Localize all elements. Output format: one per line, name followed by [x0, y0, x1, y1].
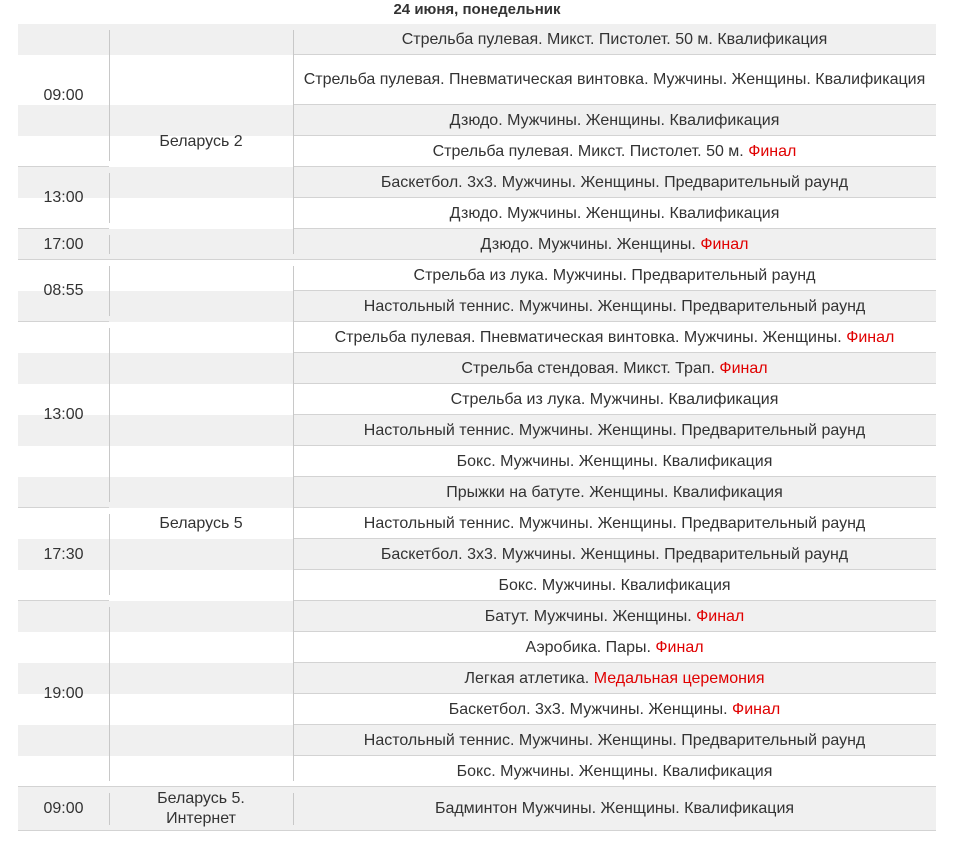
day-title: 24 июня, понедельник: [393, 1, 561, 18]
event-title: Настольный теннис. Мужчины. Женщины. Предварительный раунд: [363, 514, 866, 532]
event-title: Баскетбол. 3х3. Мужчины. Женщины. Предварительный раунд: [380, 545, 849, 563]
event-tag: Финал: [732, 700, 781, 718]
time-cell: [18, 601, 109, 787]
event-title: Дзюдо. Мужчины. Женщины.: [480, 235, 696, 253]
time-cell: [18, 229, 109, 260]
event-cell: [293, 198, 936, 229]
event-title: Дзюдо. Мужчины. Женщины. Квалификация: [449, 111, 780, 129]
event-tag: Финал: [700, 235, 749, 253]
event-title: Бадминтон Мужчины. Женщины. Квалификация: [434, 800, 795, 817]
channel-label: Беларусь 2: [159, 133, 243, 150]
event-title: Баскетбол. 3х3. Мужчины. Женщины.: [448, 700, 728, 718]
channel-label: Беларусь 5: [159, 514, 243, 532]
event-title: Баскетбол. 3х3. Мужчины. Женщины. Предварительный раунд: [380, 173, 849, 191]
event-cell: [293, 570, 936, 601]
channel-cell: [109, 787, 293, 831]
event-cell: [293, 229, 936, 260]
column-divider: [293, 793, 294, 825]
event-title: Стрельба пулевая. Микст. Пистолет. 50 м. Квалификация: [401, 30, 828, 48]
column-divider: [293, 30, 294, 254]
event-cell: [293, 632, 936, 663]
event-tag: Финал: [846, 328, 895, 346]
event-cell: [293, 756, 936, 787]
event-title: Бокс. Мужчины. Квалификация: [498, 576, 731, 594]
event-cell: [293, 24, 936, 55]
event-cell: [293, 322, 936, 353]
event-cell: [293, 291, 936, 322]
event-cell: [293, 167, 936, 198]
time-label: 08:55: [43, 282, 84, 299]
channel-label: Беларусь 5. Интернет: [157, 790, 245, 827]
time-cell: [18, 24, 109, 167]
event-title: Настольный теннис. Мужчины. Женщины. Предварительный раунд: [363, 731, 866, 749]
event-title: Прыжки на батуте. Женщины. Квалификация: [446, 483, 783, 501]
event-cell: [293, 446, 936, 477]
event-cell: [293, 601, 936, 632]
block-divider: [18, 830, 936, 831]
event-title: Бокс. Мужчины. Женщины. Квалификация: [456, 762, 773, 780]
event-title: Стрельба из лука. Мужчины. Предварительный раунд: [413, 266, 816, 284]
event-cell: [293, 663, 936, 694]
event-cell: [293, 508, 936, 539]
event-title: Батут. Мужчины. Женщины.: [484, 607, 692, 625]
time-label: 17:30: [43, 545, 84, 563]
event-cell: [293, 136, 936, 167]
event-title: Дзюдо. Мужчины. Женщины. Квалификация: [449, 204, 780, 222]
event-title: Настольный теннис. Мужчины. Женщины. Предварительный раунд: [363, 297, 866, 315]
schedule-table: [18, 24, 936, 843]
event-title: Бокс. Мужчины. Женщины. Квалификация: [456, 452, 773, 470]
event-tag: Финал: [655, 638, 704, 656]
column-divider: [293, 266, 294, 781]
event-title: Настольный теннис. Мужчины. Женщины. Предварительный раунд: [363, 421, 866, 439]
event-cell: [293, 55, 936, 105]
time-cell: [18, 167, 109, 229]
event-title: Легкая атлетика.: [464, 669, 590, 687]
event-cell: [293, 260, 936, 291]
event-cell: [293, 539, 936, 570]
event-title: Стрельба пулевая. Пневматическая винтовка. Мужчины. Женщины.: [334, 328, 842, 346]
time-cell: [18, 322, 109, 508]
time-cell: [18, 260, 109, 322]
time-label: 19:00: [43, 685, 84, 702]
event-cell: [293, 105, 936, 136]
event-title: Стрельба пулевая. Микст. Пистолет. 50 м.: [432, 142, 744, 160]
event-title: Стрельба из лука. Мужчины. Квалификация: [450, 390, 779, 408]
event-cell: [293, 787, 936, 831]
event-cell: [293, 477, 936, 508]
event-title: Аэробика. Пары.: [525, 638, 651, 656]
event-tag: Финал: [719, 359, 768, 377]
event-tag: Медальная церемония: [593, 669, 765, 687]
time-label: 09:00: [43, 800, 84, 817]
event-cell: [293, 415, 936, 446]
time-label: 13:00: [43, 406, 84, 423]
event-cell: [293, 353, 936, 384]
event-title: Стрельба стендовая. Микст. Трап.: [461, 359, 715, 377]
channel-cell: [109, 260, 293, 787]
event-tag: Финал: [748, 142, 797, 160]
time-label: 09:00: [43, 86, 84, 104]
channel-cell: [109, 24, 293, 260]
time-label: 17:00: [43, 235, 84, 253]
time-cell: [18, 508, 109, 601]
event-title: Стрельба пулевая. Пневматическая винтовка. Мужчины. Женщины. Квалификация: [303, 71, 926, 88]
event-cell: [293, 694, 936, 725]
event-cell: [293, 384, 936, 415]
time-cell: [18, 787, 109, 831]
event-tag: Финал: [696, 607, 745, 625]
event-cell: [293, 725, 936, 756]
time-label: 13:00: [43, 189, 84, 206]
